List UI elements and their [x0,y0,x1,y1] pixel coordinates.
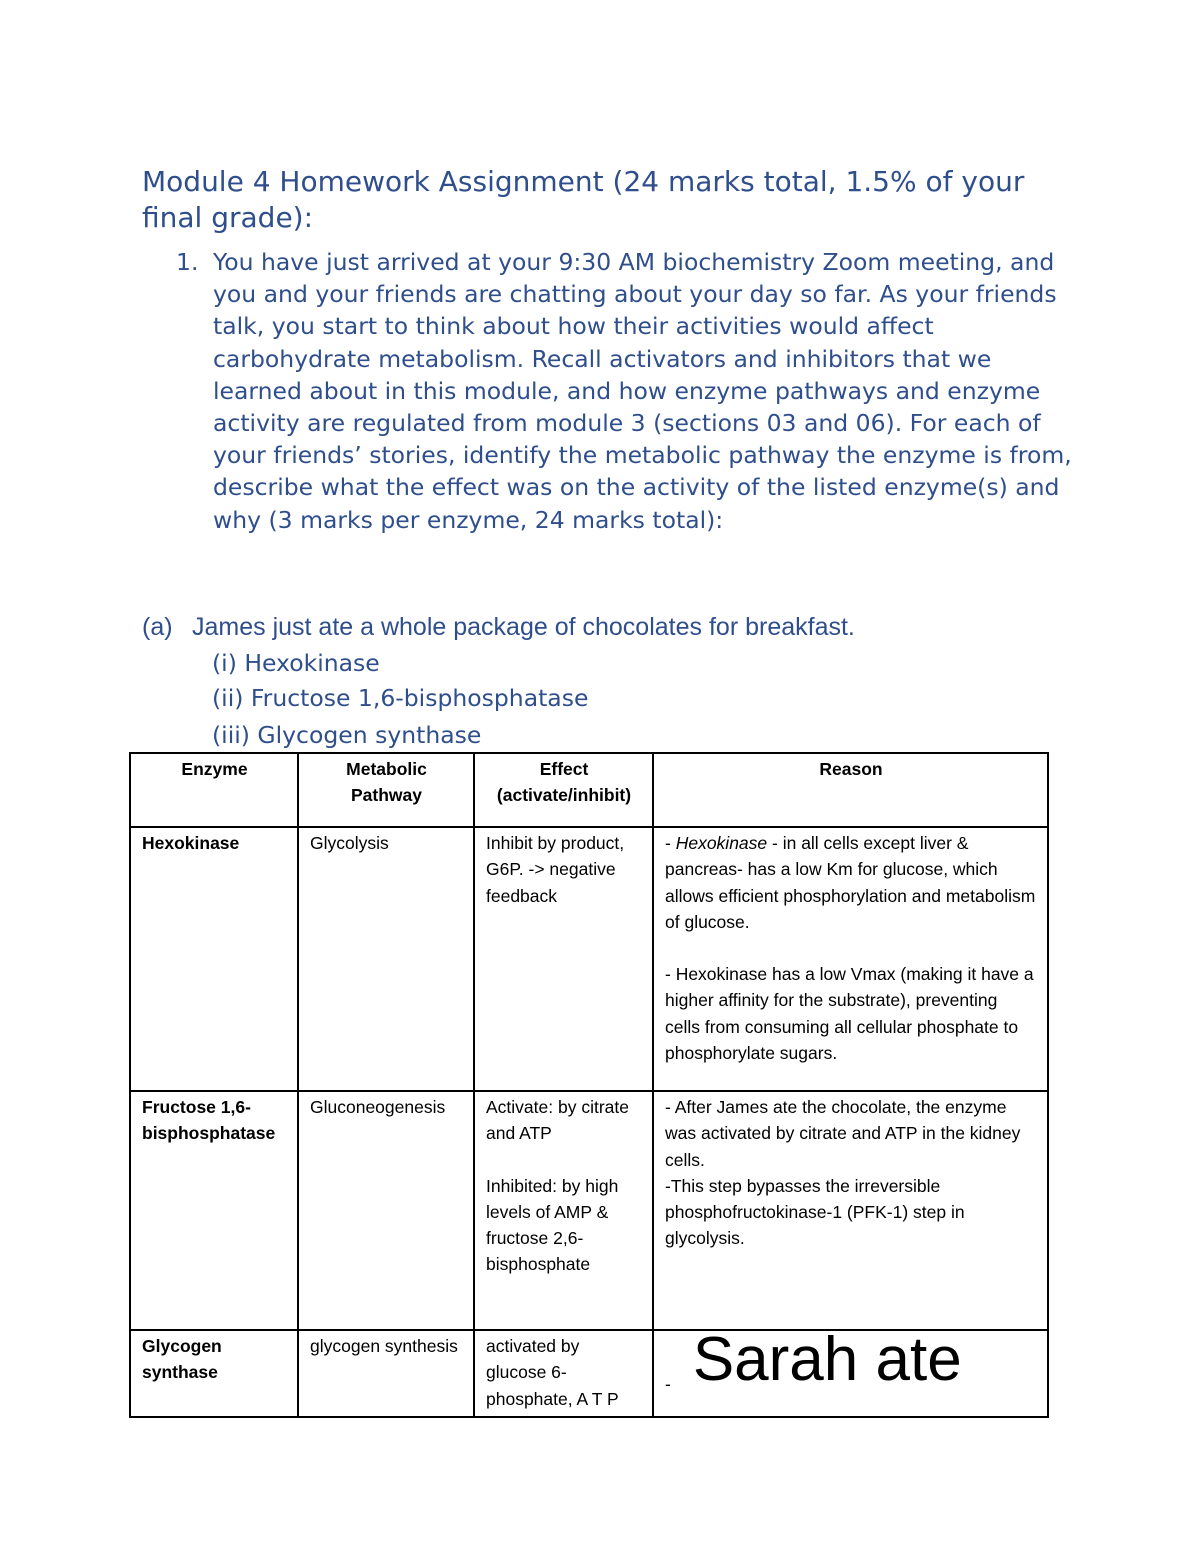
table-row [130,1330,1048,1417]
assignment-title: Module 4 Homework Assignment (24 marks total, 1.5% of your final grade): [142,165,1025,234]
header-enzyme: Enzyme [130,753,298,827]
cell-effect [474,1091,653,1330]
header-pathway: Metabolic Pathway [298,753,474,827]
reason-paragraph [665,830,1037,935]
cell-enzyme: Hexokinase [130,827,298,1091]
header-effect: Effect (activate/inhibit) [474,753,653,827]
cell-pathway: Glycolysis [298,827,474,1091]
cell-effect: activated by glucose 6-phosphate, A T P [474,1330,653,1417]
effect-activate: Activate: by citrate and ATP [486,1097,629,1144]
effect-inhibit: Inhibited: by high levels of AMP & fructose 2,6-bisphosphate [486,1175,619,1275]
reason-paragraph: - After James ate the chocolate, the enzyme was activated by citrate and ATP in the kidney cells. [665,1097,1021,1170]
cell-reason [653,1091,1048,1330]
reason-italic-term: Hexokinase [675,833,768,853]
part-a-item-glycogen-synthase: (iii) Glycogen synthase [212,721,482,749]
cell-pathway: Gluconeogenesis [298,1091,474,1330]
part-a-item-fructose-bisphosphatase: (ii) Fructose 1,6-bisphosphatase [212,684,589,712]
cell-pathway: glycogen synthesis [298,1330,474,1417]
overflow-text: Sarah ate [692,1325,962,1394]
part-a-label: (a) [142,613,173,641]
table-header-row [130,753,1048,827]
question-number: 1. [176,248,199,276]
reason-paragraph: - Hexokinase has a low Vmax (making it have a higher affinity for the substrate), preventing cells from consuming all cellular phosphate to phosphorylate sugars. [665,964,1034,1064]
table-row [130,1091,1048,1330]
reason-dash: - [665,1373,671,1394]
enzyme-table [129,752,1049,1418]
header-reason: Reason [653,753,1048,827]
question-text: You have just arrived at your 9:30 AM biochemistry Zoom meeting, and you and your friends are chatting about your day so far. As your friends talk, you start to think about how their activities would affect carbohydrate metabolism. Recall activators and inhibitors that we learned about in this module, and how enzyme pathways and enzyme activity are regulated from module 3 (sections 03 and 06). For each of your friends’ stories, identify the metabolic pathway the enzyme is from, describe what the effect was on the activity of the listed enzyme(s) and why (3 marks per enzyme, 24 marks total): [213,248,1072,534]
reason-paragraph: -This step bypasses the irreversible phosphofructokinase-1 (PFK-1) step in glycolysis. [665,1175,965,1249]
part-a-item-hexokinase: (i) Hexokinase [212,649,380,677]
reason-rest: - in all cells except liver & pancreas- has a low Km for glucose, which allows efficient phosphorylation and metabolism of glucose. [665,833,1036,932]
cell-effect: Inhibit by product, G6P. -> negative feedback [474,827,653,1091]
part-a-text: James just ate a whole package of chocolates for breakfast. [192,613,855,641]
cell-enzyme: Fructose 1,6-bisphosphatase [130,1091,298,1330]
question-1 [176,246,1076,536]
part-a-heading [142,610,855,644]
table-row [130,827,1048,1091]
cell-reason [653,1325,1048,1417]
cell-reason [653,827,1048,1091]
reason-prefix: - [665,833,676,853]
cell-enzyme: Glycogen synthase [130,1330,298,1417]
